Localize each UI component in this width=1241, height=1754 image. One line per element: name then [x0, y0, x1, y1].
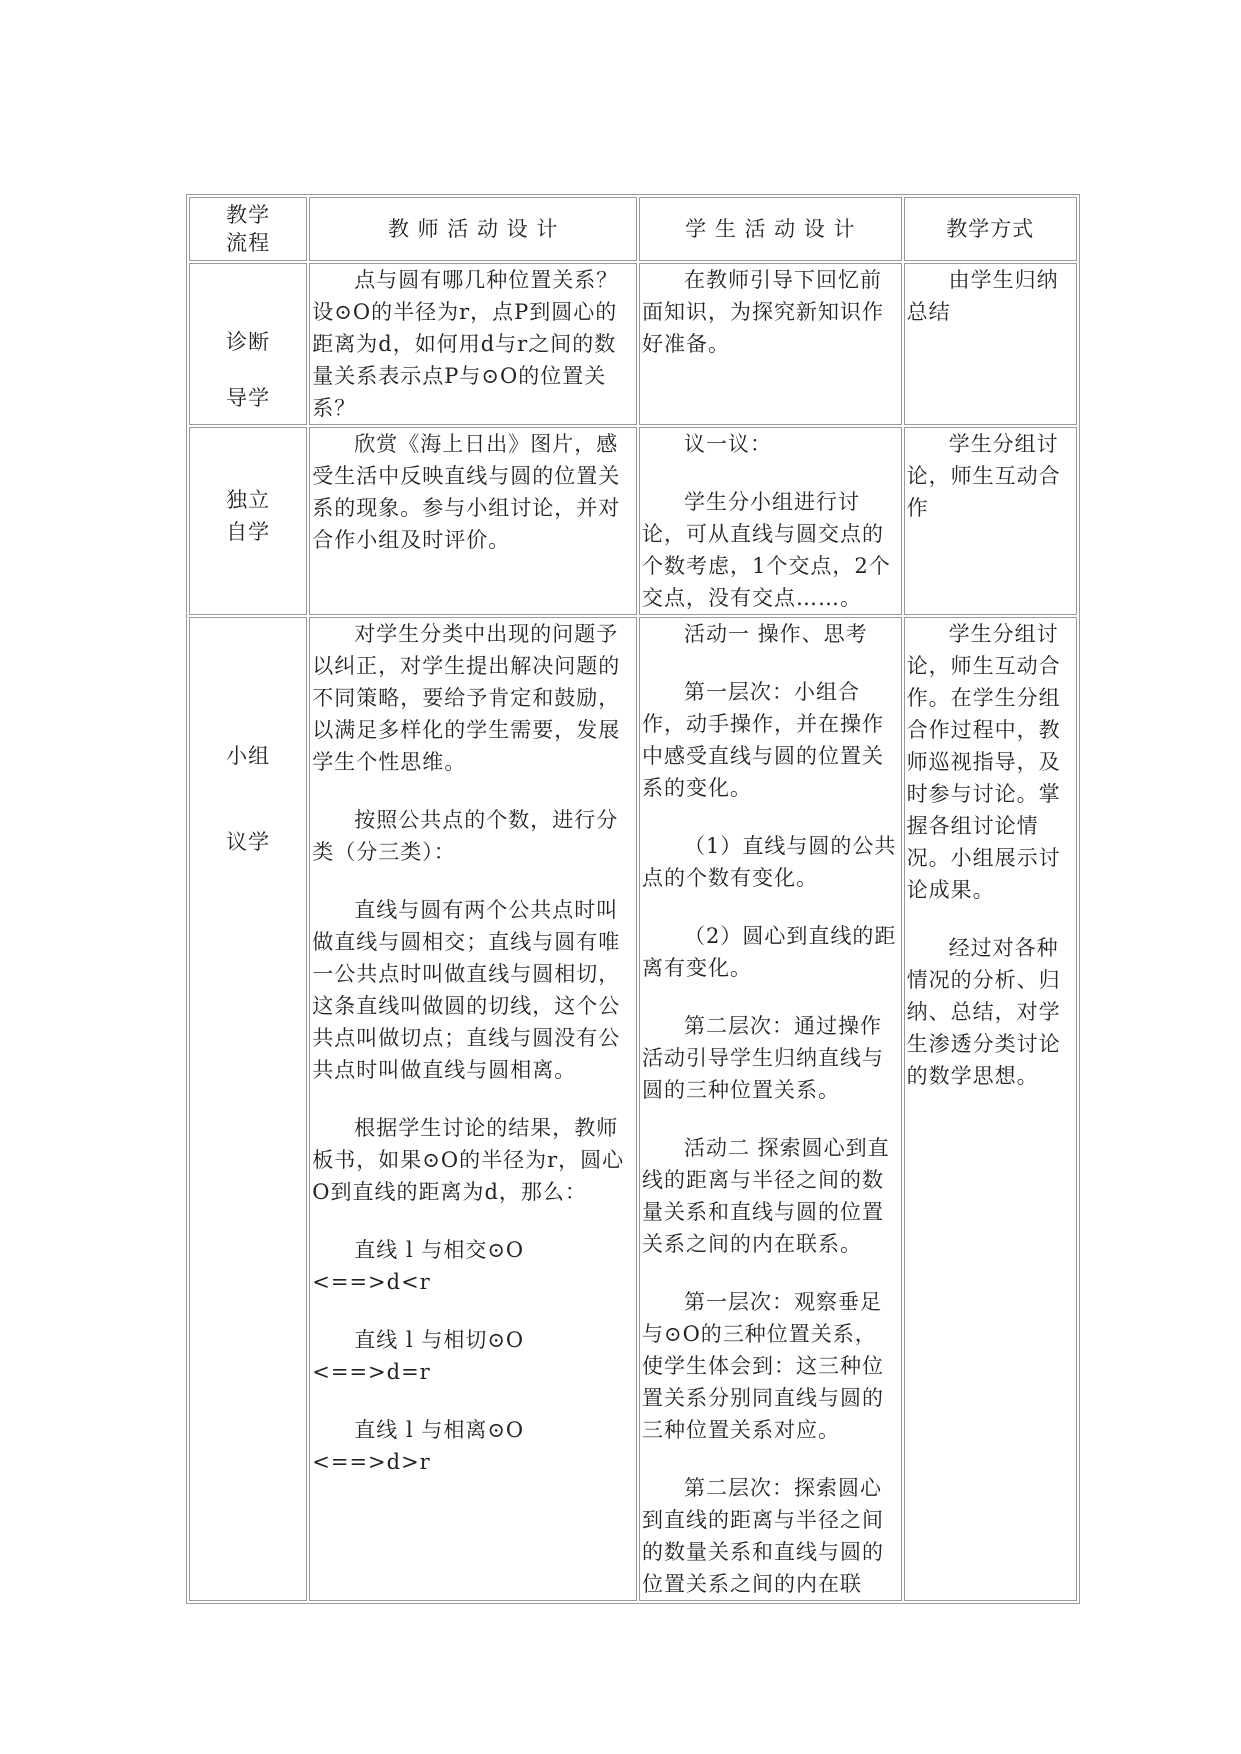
student-text: （1）直线与圆的公共点的个数有变化。 [642, 834, 897, 890]
method-text: 学生分组讨论，师生互动合作 [906, 432, 1061, 520]
table-row [189, 263, 1077, 425]
teacher-text: 对学生分类中出现的问题予以纠正，对学生提出解决问题的不同策略，要给予肯定和鼓励，以满足多样化的学生需要，发展学生个性思维。 [312, 622, 621, 774]
stage-cell [189, 263, 307, 425]
method-cell [904, 427, 1077, 615]
header-method: 教学方式 [904, 197, 1077, 261]
student-text: 活动一 操作、思考 [684, 622, 868, 646]
student-text: （2）圆心到直线的距离有变化。 [642, 924, 897, 980]
stage-cell [189, 427, 307, 615]
student-text: 议一议： [684, 432, 772, 456]
student-cell [639, 617, 902, 1601]
teacher-text: 按照公共点的个数，进行分类（分三类）： [312, 808, 619, 864]
stage-label: 诊断 [226, 330, 271, 354]
stage-label: 议学 [226, 830, 271, 854]
student-cell [639, 427, 902, 615]
student-text: 第一层次：观察垂足与⊙O的三种位置关系，使学生体会到：这三种位置关系分别同直线与圆的三种位置关系对应。 [642, 1290, 884, 1442]
method-text: 经过对各种情况的分析、归纳、总结，对学生渗透分类讨论的数学思想。 [906, 936, 1061, 1088]
method-text: 由学生归纳总结 [906, 268, 1059, 324]
stage-label: 导学 [226, 386, 271, 410]
teacher-text: 点与圆有哪几种位置关系？设⊙O的半径为r，点P到圆心的距离为d，如何用d与r之间的数量关系表示点P与⊙O的位置关系？ [312, 268, 619, 420]
stage-label: 自学 [226, 520, 271, 544]
teacher-cell [309, 427, 637, 615]
stage-label: 小组 [226, 744, 271, 768]
stage-label: 独立 [226, 488, 271, 512]
table-row [189, 427, 1077, 615]
table-header-row [189, 197, 1077, 261]
student-cell [639, 263, 902, 425]
method-cell [904, 263, 1077, 425]
teacher-text: 直线与圆有两个公共点时叫做直线与圆相交；直线与圆有唯一公共点时叫做直线与圆相切，这条直线叫做圆的切线，这个公共点叫做切点；直线与圆没有公共点时叫做直线与圆相离。 [312, 898, 621, 1082]
student-text: 第一层次：小组合作，动手操作，并在操作中感受直线与圆的位置关系的变化。 [642, 680, 884, 800]
student-text: 第二层次：通过操作活动引导学生归纳直线与圆的三种位置关系。 [642, 1014, 884, 1102]
header-flow-text: 教学流程 [226, 203, 271, 255]
formula-intersect: 直线 l 与相交⊙O <==>d<r [312, 1238, 525, 1294]
teacher-cell [309, 617, 637, 1601]
lesson-plan-table [186, 194, 1080, 1604]
header-teacher: 教 师 活 动 设 计 [309, 197, 637, 261]
header-flow [189, 197, 307, 261]
teacher-text: 欣赏《海上日出》图片，感受生活中反映直线与圆的位置关系的现象。参与小组讨论，并对合作小组及时评价。 [312, 432, 621, 552]
table-row [189, 617, 1077, 1601]
stage-cell [189, 617, 307, 1601]
student-text: 学生分小组进行讨论，可从直线与圆交点的个数考虑，1个交点，2个交点，没有交点……。 [642, 490, 891, 610]
student-text: 在教师引导下回忆前面知识，为探究新知识作好准备。 [642, 268, 884, 356]
teacher-cell [309, 263, 637, 425]
method-text: 学生分组讨论，师生互动合作。在学生分组合作过程中，教师巡视指导，及时参与讨论。掌握各组讨论情况。小组展示讨论成果。 [906, 622, 1061, 902]
header-student: 学 生 活 动 设 计 [639, 197, 902, 261]
formula-separate: 直线 l 与相离⊙O <==>d>r [312, 1418, 525, 1474]
formula-tangent: 直线 l 与相切⊙O <==>d=r [312, 1328, 525, 1384]
teacher-text: 根据学生讨论的结果，教师板书，如果⊙O的半径为r，圆心O到直线的距离为d，那么： [312, 1116, 625, 1204]
student-text: 第二层次：探索圆心到直线的距离与半径之间的数量关系和直线与圆的位置关系之间的内在联 [642, 1476, 884, 1596]
method-cell [904, 617, 1077, 1601]
student-text: 活动二 探索圆心到直线的距离与半径之间的数量关系和直线与圆的位置关系之间的内在联系。 [642, 1136, 890, 1256]
